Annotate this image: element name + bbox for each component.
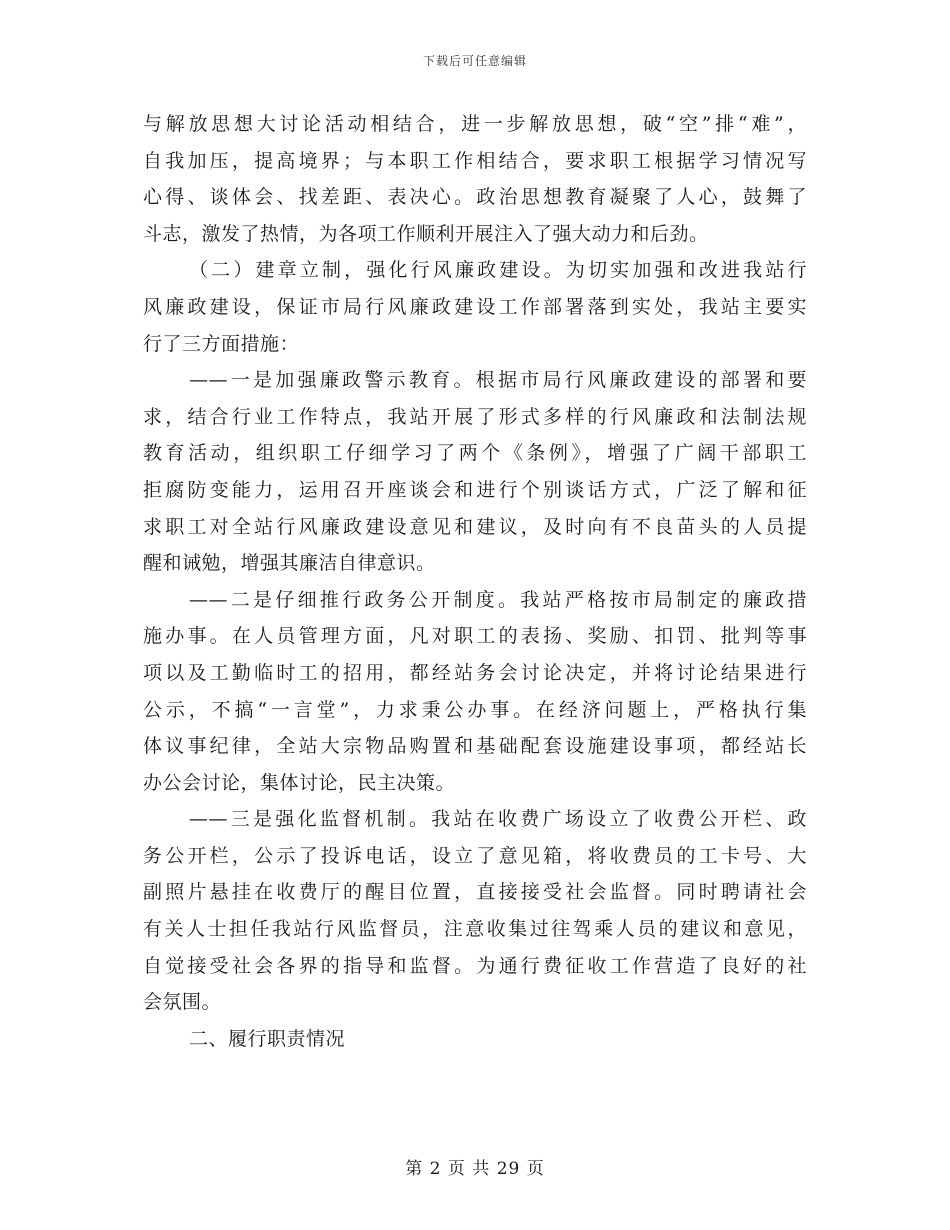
page-number-footer: 第 2 页 共 29 页 (405, 1159, 545, 1179)
body-line: 办公会讨论，集体讨论，民主决策。 (143, 771, 456, 794)
body-line: 项以及工勤临时工的招用，都经站务会讨论决定，并将讨论结果进行 (143, 661, 807, 684)
page-header: 下载后可任意编辑 (422, 54, 527, 68)
section-heading-line: 二、履行职责情况 (189, 1027, 346, 1050)
body-line: 体议事纪律，全站大宗物品购置和基础配套设施建设事项，都经站长 (143, 735, 807, 758)
body-line: 醒和诫勉，增强其廉洁自律意识。 (143, 552, 436, 575)
body-line: 有关人士担任我站行风监督员，注意收集过往驾乘人员的建议和意见， (143, 918, 807, 941)
body-line: 务公开栏，公示了投诉电话，设立了意见箱，将收费员的工卡号、大 (143, 844, 807, 867)
body-line: 自我加压，提高境界；与本职工作相结合，要求职工根据学习情况写 (143, 149, 807, 172)
body-line: 斗志，激发了热情，为各项工作顺利开展注入了强大动力和后劲。 (143, 222, 709, 245)
body-line: 副照片悬挂在收费厅的醒目位置，直接接受社会监督。同时聘请社会 (143, 881, 807, 904)
body-line: 心得、谈体会、找差距、表决心。政治思想教育凝聚了人心，鼓舞了 (143, 186, 807, 209)
body-line: ——二是仔细推行政务公开制度。我站严格按市局制定的廉政措 (189, 588, 807, 611)
body-line: 求职工对全站行风廉政建设意见和建议，及时向有不良苗头的人员提 (143, 515, 807, 538)
section-heading-line: （二）建章立制，强化行风廉政建设。为切实加强和改进我站行 (189, 259, 807, 282)
body-line: 施办事。在人员管理方面，凡对职工的表扬、奖励、扣罚、批判等事 (143, 625, 807, 648)
body-line: ——三是强化监督机制。我站在收费广场设立了收费公开栏、政 (189, 808, 807, 831)
body-line: 与解放思想大讨论活动相结合，进一步解放思想，破“空”排“难”， (143, 113, 807, 135)
body-line: 会氛围。 (143, 991, 222, 1014)
body-line: 风廉政建设，保证市局行风廉政建设工作部署落到实处，我站主要实 (143, 295, 807, 318)
body-line: 公示，不搞“一言堂”，力求秉公办事。在经济问题上，严格执行集 (143, 698, 807, 721)
body-line: 教育活动，组织职工仔细学习了两个《条例》，增强了广阔干部职工 (143, 442, 807, 465)
body-line: 求，结合行业工作特点，我站开展了形式多样的行风廉政和法制法规 (143, 405, 807, 428)
document-body (143, 106, 807, 1057)
body-line: 自觉接受社会各界的指导和监督。为通行费征收工作营造了良好的社 (143, 954, 807, 977)
body-line: ——一是加强廉政警示教育。根据市局行风廉政建设的部署和要 (189, 369, 807, 392)
body-line: 拒腐防变能力，运用召开座谈会和进行个别谈话方式，广泛了解和征 (143, 478, 807, 501)
body-line: 行了三方面措施： (143, 332, 300, 355)
